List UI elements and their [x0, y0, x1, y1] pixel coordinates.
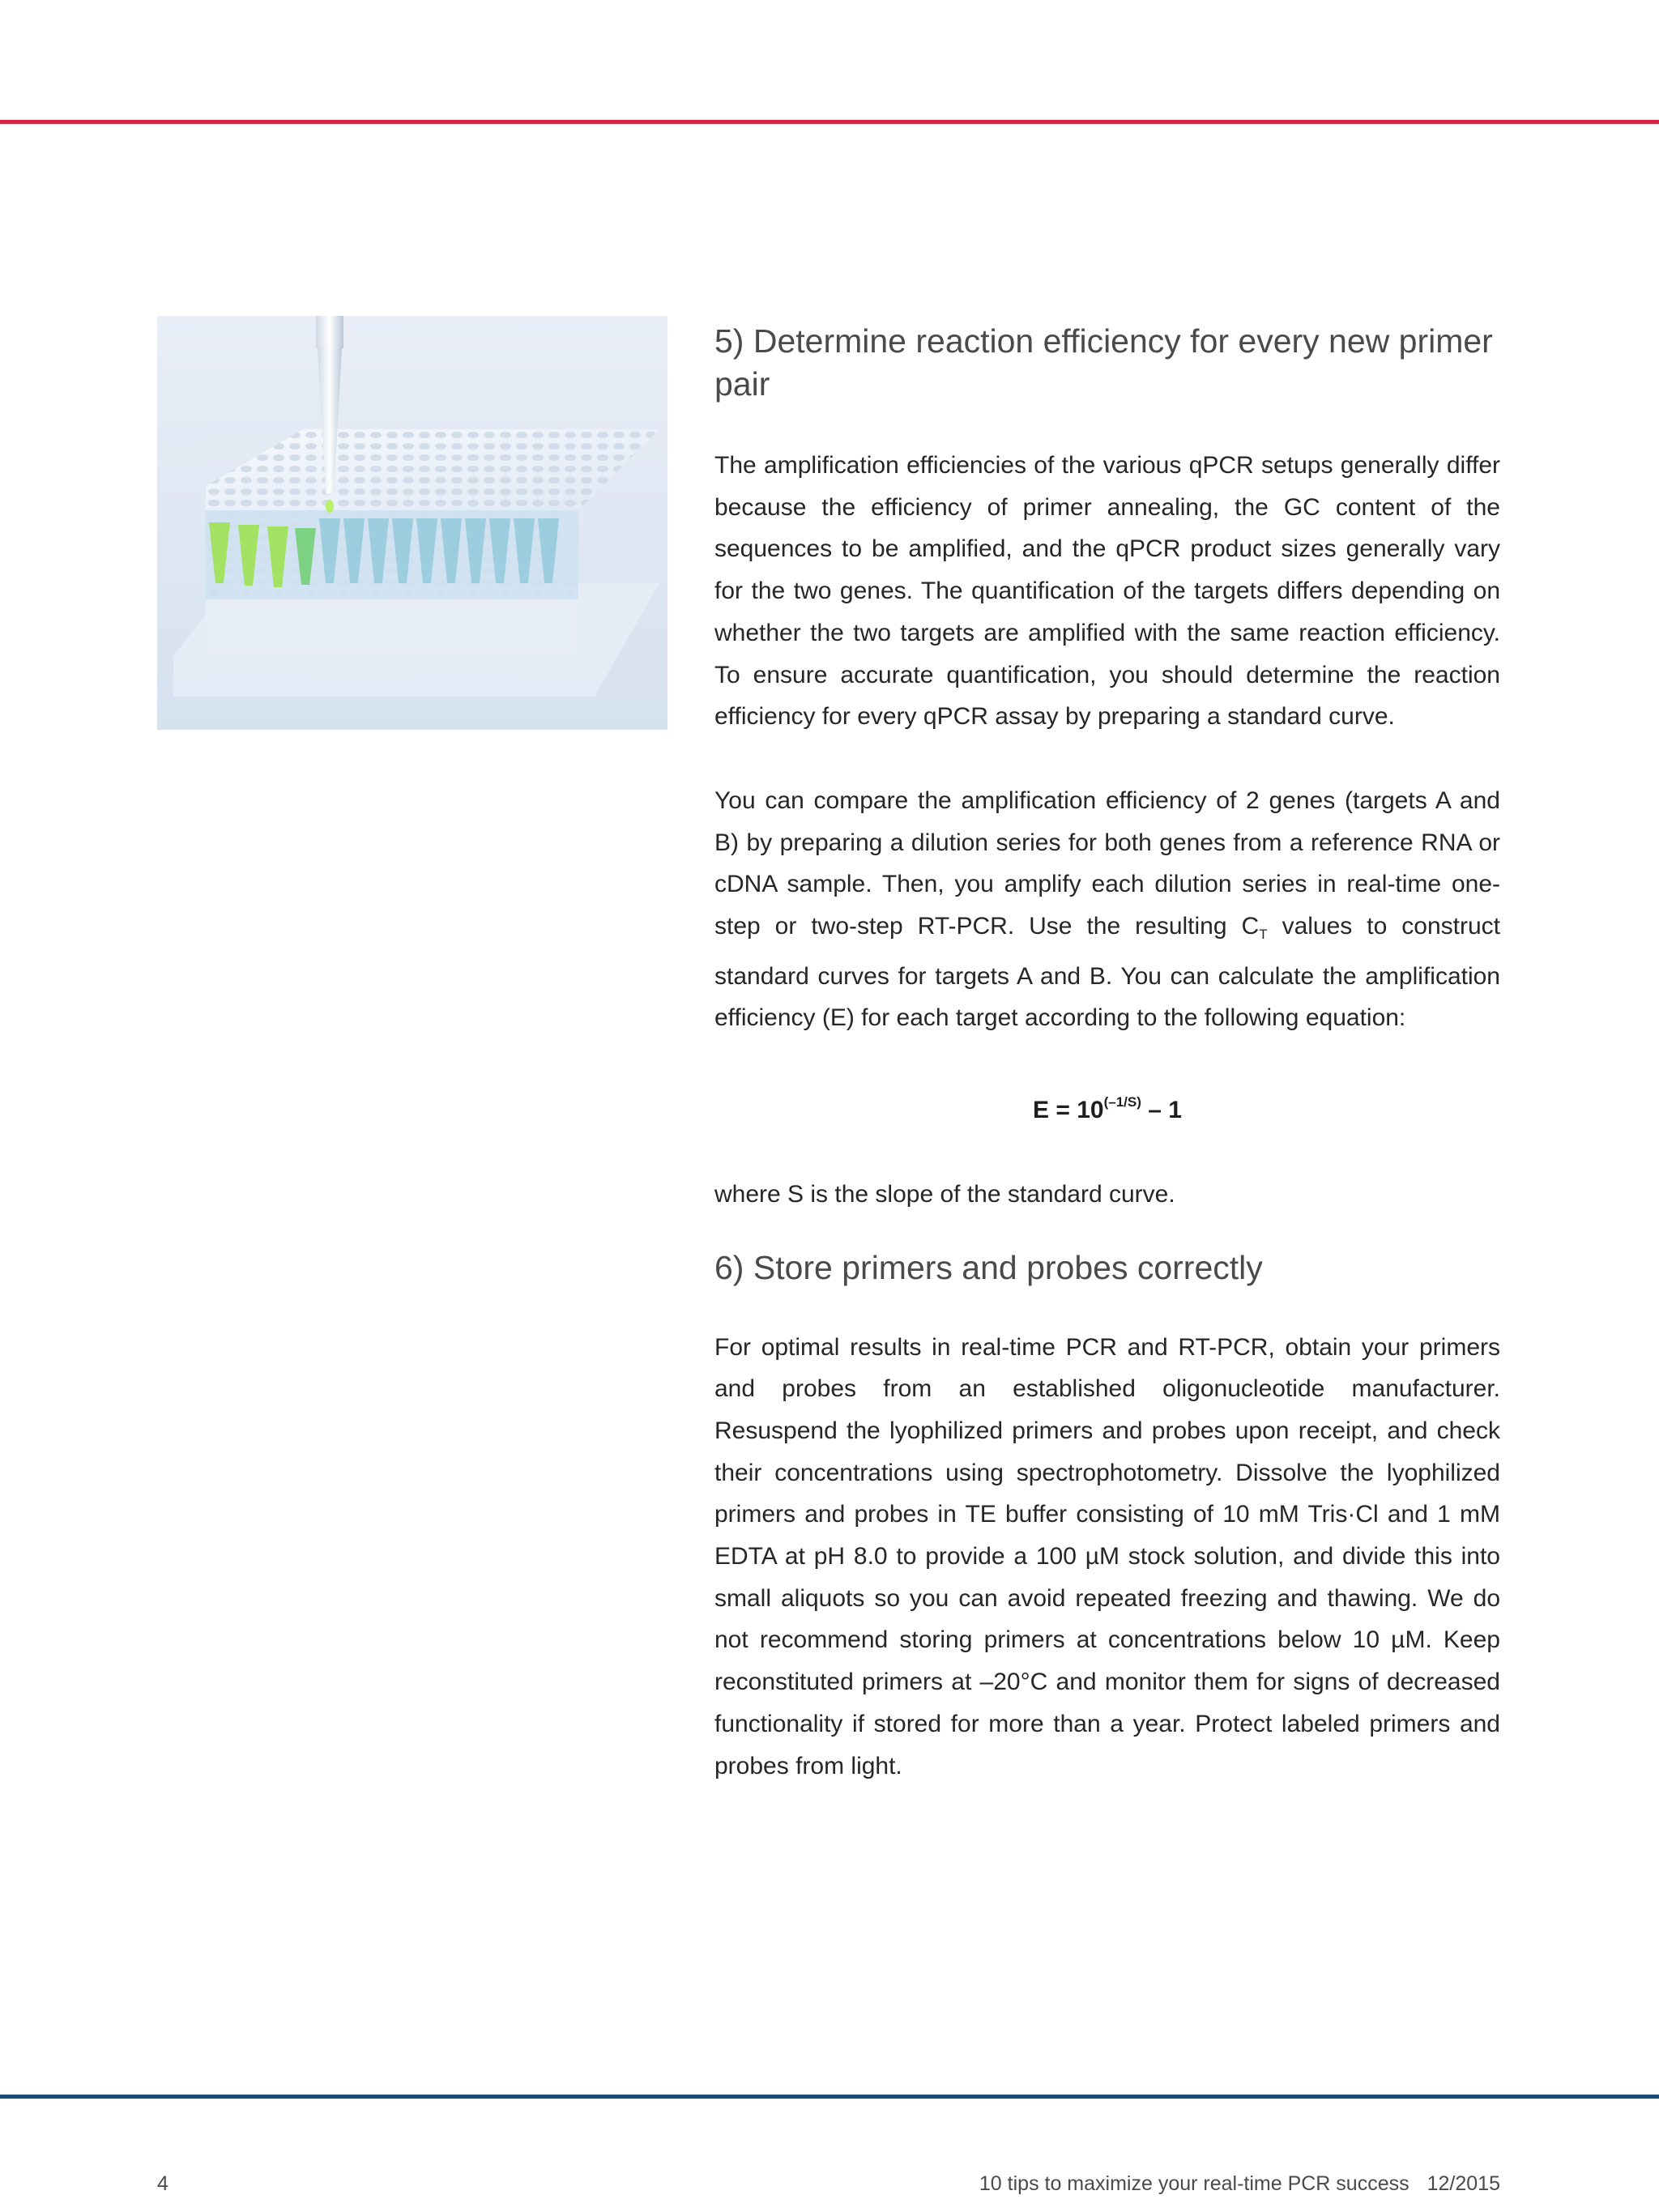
efficiency-equation	[714, 1081, 1500, 1132]
equation-exponent: (–1/S)	[1103, 1094, 1141, 1110]
paragraph-2-text-end: values to construct standard curves for targets A and B. You can calculate the amplification efficiency (E) for each target according to the following equation:	[714, 913, 1500, 1032]
equation-base: E = 10	[1033, 1097, 1104, 1124]
main-text-column	[714, 320, 1500, 1787]
footer-rule	[0, 2095, 1659, 2099]
section-5-paragraph-2	[714, 780, 1500, 1039]
equation-tail: – 1	[1141, 1097, 1182, 1124]
section-5-paragraph-1: The amplification efficiencies of the various qPCR setups generally differ because the efficiency of primer annealing, the GC content of the sequences to be amplified, and the qPCR product sizes generally vary for the two genes. The quantification of the targets differs depending on whether the two targets are amplified with the same reaction efficiency. To ensure accurate quantification, you should determine the reaction efficiency for every qPCR assay by preparing a standard curve.	[714, 452, 1500, 731]
section-5-paragraph-3: where S is the slope of the standard curve.	[714, 1180, 1175, 1208]
footer-document-title	[979, 2172, 1500, 2196]
top-accent-rule	[0, 120, 1659, 124]
section-6-paragraph-1: For optimal results in real-time PCR and RT-PCR, obtain your primers and probes from an established oligonucleotide manufacturer. Resuspend the lyophilized primers and probes upon receipt, and check their concentrations using spectrophotometry. Dissolve the lyophilized primers and probes in TE buffer consisting of 10 mM Tris·Cl and 1 mM EDTA at pH 8.0 to provide a 100 µM stock solution, and divide this into small aliquots so you can avoid repeated freezing and thawing. We do not recommend storing primers at concentrations below 10 µM. Keep reconstituted primers at –20°C and monitor them for signs of decreased functionality if stored for more than a year. Protect labeled primers and probes from light.	[714, 1333, 1500, 1779]
ct-subscript: T	[1259, 927, 1268, 943]
section-6-heading: 6) Store primers and probes correctly	[714, 1248, 1263, 1286]
page-number: 4	[157, 2172, 168, 2195]
pcr-plate-photo	[157, 316, 667, 730]
paragraph-2-text-start: You can compare the amplification efficiency of 2 genes (targets A and B) by preparing a dilution series for both genes from a reference RNA or cDNA sample. Then, you amplify each dilution series in real-time one-step or two-step RT-PCR. Use the resulting C	[714, 786, 1500, 940]
footer-date: 12/2015	[1427, 2172, 1500, 2195]
footer-title-text: 10 tips to maximize your real-time PCR success	[979, 2172, 1410, 2195]
section-5-heading: 5) Determine reaction efficiency for every new primer pair	[714, 322, 1493, 403]
pipette-plate-illustration	[157, 316, 667, 730]
